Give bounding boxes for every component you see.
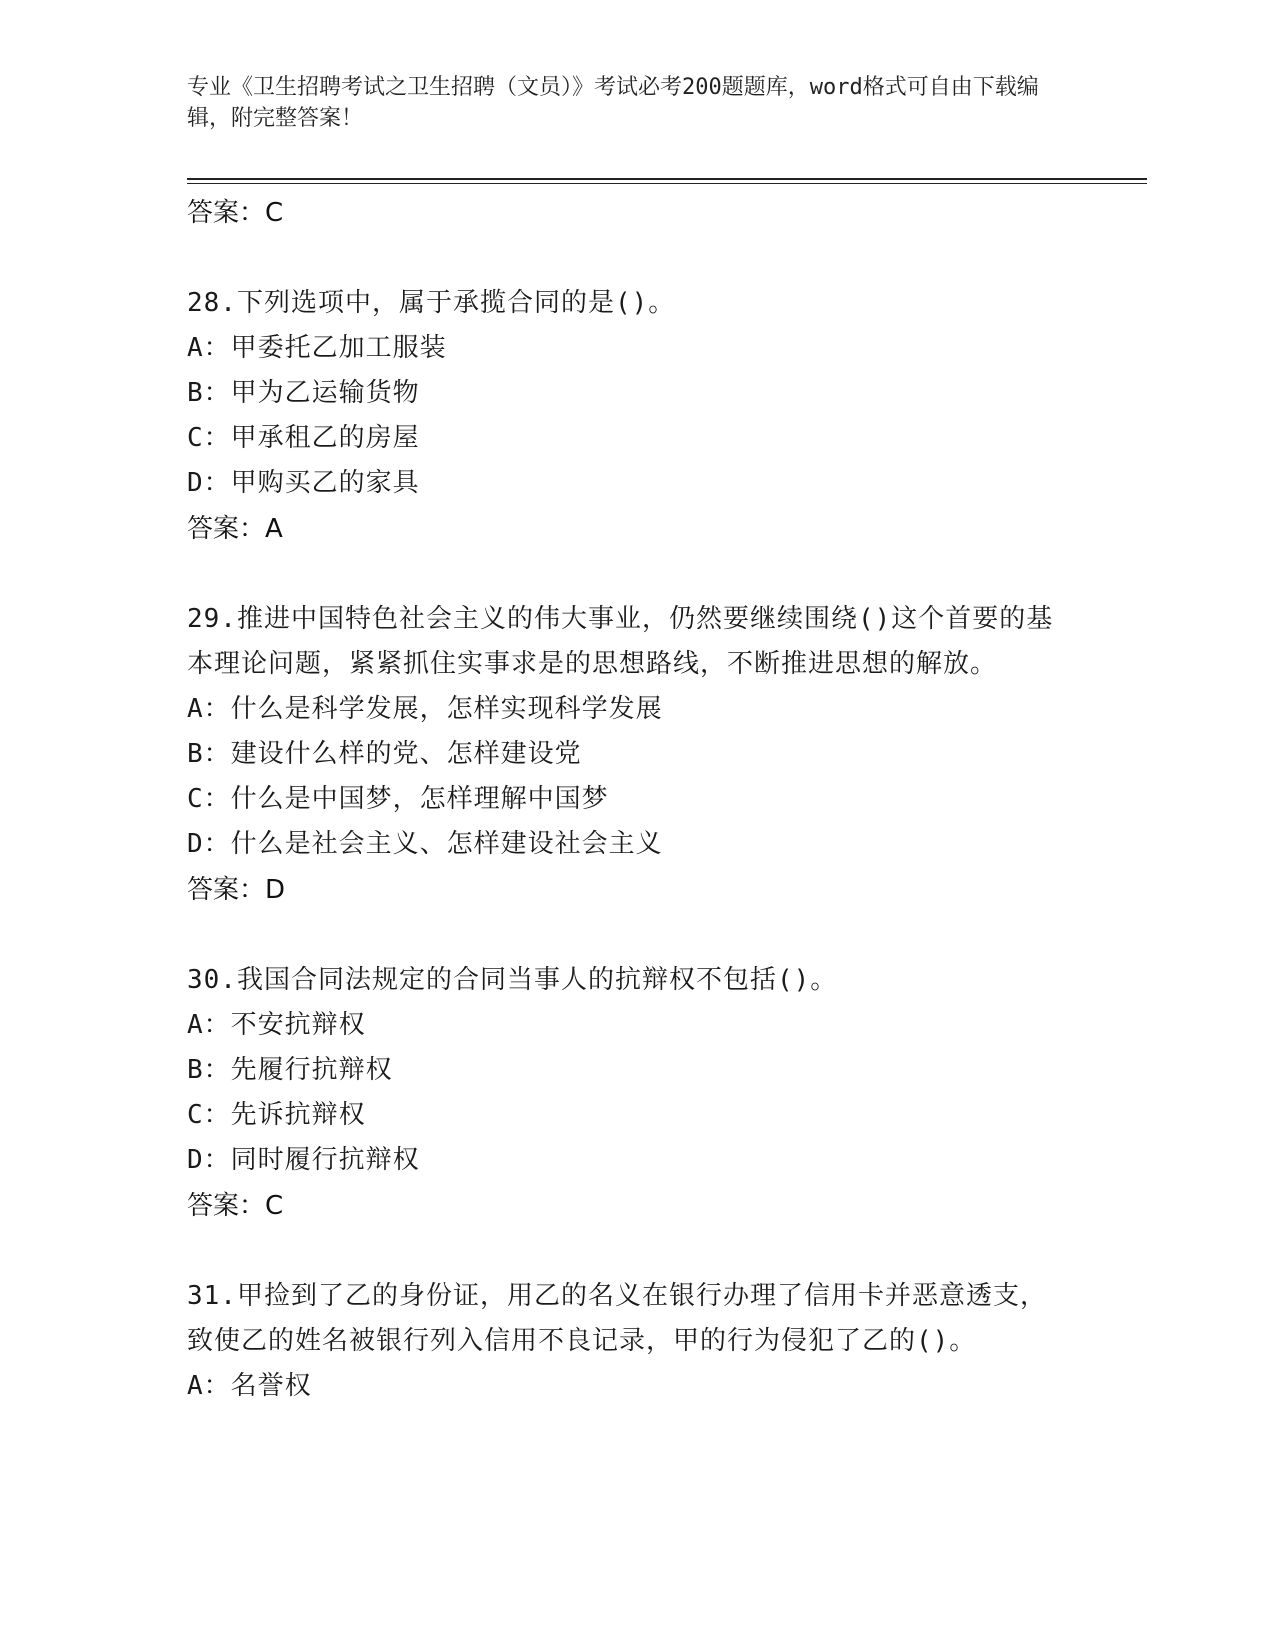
option-b: B：甲为乙运输货物	[187, 378, 420, 408]
question-list	[187, 190, 1067, 1409]
option-c: C：先诉抗辩权	[187, 1100, 366, 1130]
option-a: A：甲委托乙加工服装	[187, 333, 447, 363]
option-c: C：甲承租乙的房屋	[187, 423, 420, 453]
option-b: B：建设什么样的党、怎样建设党	[187, 739, 582, 769]
answer-line: 答案：C	[187, 1190, 284, 1221]
answer-line: 答案：D	[187, 874, 286, 905]
answer-line: 答案：C	[187, 197, 284, 228]
question-29	[187, 597, 1067, 912]
question-text: 29.推进中国特色社会主义的伟大事业，仍然要继续围绕()这个首要的基本理论问题，紧紧抓住实事求是的思想路线，不断推进思想的解放。	[187, 604, 1054, 679]
option-b: B：先履行抗辩权	[187, 1055, 393, 1085]
question-text: 28.下列选项中，属于承揽合同的是()。	[187, 288, 676, 318]
question-28	[187, 281, 1067, 551]
header-divider	[187, 178, 1147, 184]
question-text: 31.甲捡到了乙的身份证，用乙的名义在银行办理了信用卡并恶意透支，致使乙的姓名被银行列入信用不良记录，甲的行为侵犯了乙的()。	[187, 1281, 1047, 1356]
option-c: C：什么是中国梦，怎样理解中国梦	[187, 784, 609, 814]
option-d: D：甲购买乙的家具	[187, 468, 420, 498]
answer-line: 答案：A	[187, 513, 283, 544]
option-d: D：同时履行抗辩权	[187, 1145, 420, 1175]
option-a: A：名誉权	[187, 1371, 312, 1401]
option-a: A：不安抗辩权	[187, 1010, 366, 1040]
option-a: A：什么是科学发展，怎样实现科学发展	[187, 694, 663, 724]
question-31	[187, 1274, 1067, 1409]
option-d: D：什么是社会主义、怎样建设社会主义	[187, 829, 663, 859]
question-30	[187, 958, 1067, 1228]
question-text: 30.我国合同法规定的合同当事人的抗辩权不包括()。	[187, 965, 838, 995]
page-header: 专业《卫生招聘考试之卫生招聘（文员）》考试必考200题题库，word格式可自由下载编辑，附完整答案！	[187, 75, 1039, 131]
